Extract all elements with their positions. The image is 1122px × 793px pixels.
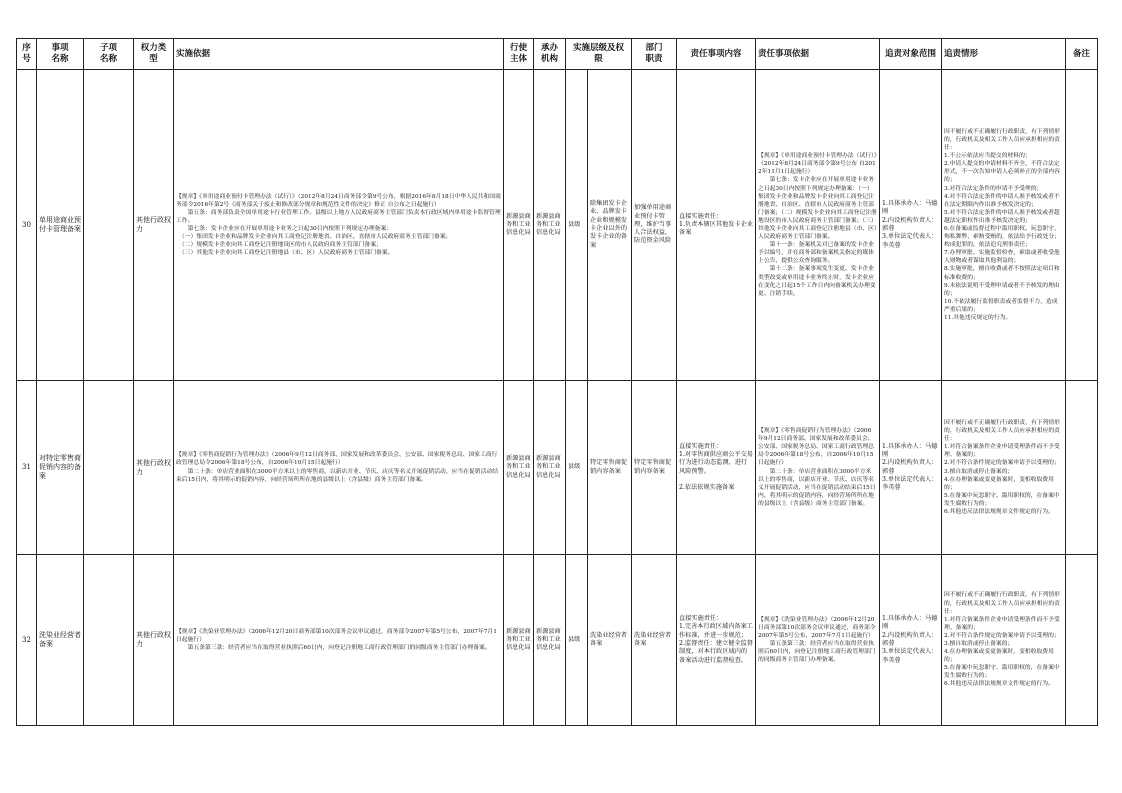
row-circumstance: 因不履行或不正确履行行政职责，有下列情形的，行政机关及相关工作人员应承担相应的责任： 1.对符合备案条件企业申请受理条件而不予受理、备案的； 2.对不符合条件规定的备案申请予以受理的； 3.擅自取消或停止备案的； 4.在办理备案或变更备案时，变相收取费用的； 5.在备案中玩忽职守、滥用职权的，在备案中发生腐败行为的； 6.其他违反法律法规规章文件规定的行为。 [942, 381, 1066, 555]
row-circumstance: 因不履行或不正确履行行政职责，有下列情形的，行政机关及相关工作人员应承担相应的责任： 1.对符合备案条件企业申请受理条件而不予受理、备案的； 2.对不符合条件规定的备案申请予以受理的； 3.擅自取消或停止备案的； 4.在办理备案或变更备案时，变相收取费用的； 5.在备案中玩忽职守、滥用职权的，在备案中发生腐败行为的； 6.其他违反法律法规规章文件规定的行为。 [942, 555, 1066, 726]
header-resp-basis: 责任事项依据 [756, 39, 880, 70]
row-item-name: 对特定零售商促销内容的备案 [37, 381, 84, 555]
row-scope: 1.具体承办人：马德刚 2.内设机构负责人：郭蓉 3.单位法定代表人：李英蓉 [880, 70, 942, 381]
table-row [17, 70, 1098, 381]
header-basis: 实施依据 [174, 39, 504, 70]
table-row [17, 381, 1098, 555]
row-subject: 新源县商务和工业信息化局 [504, 70, 534, 381]
table-row [17, 555, 1098, 726]
row-agency: 新源县商务和工业信息化局 [534, 381, 566, 555]
row-subitem-name [84, 555, 134, 726]
header-note: 备注 [1066, 39, 1098, 70]
row-basis: 【规章】《零售商促销行为管理办法》（2006年9月12日商务部、国家发展和改革委员会、公安部、国家税务总局、国家工商行政管理总局令2006年第18号公布，自2006年10月15日起施行） 第二十条：单店营业面积在3000平方米以上的零售商，以新店开业、节庆、店庆等名义开展促销活动，应当在促销活动结束后15日内，将其明示的促销内容，向经营场所所在地的县级以上（含县级）商务主管部门备案。 [174, 381, 504, 555]
header-power-type: 权力类 型 [134, 39, 174, 70]
row-dept-duty: 特定零售商促销内容备案 [632, 381, 677, 555]
row-power-type: 其他行政权力 [134, 381, 174, 555]
header-seq: 序 号 [17, 39, 37, 70]
row-level-detail: 特定零售商促销内容备案 [588, 381, 632, 555]
row-item-name: 单用途商业预付卡管理备案 [37, 70, 84, 381]
row-power-type: 其他行政权力 [134, 70, 174, 381]
row-resp-content: 直接实施责任： 1.对零售商供应商公平交易行为进行动态监测，进行风险预警。 2.依法依规实施备案 [677, 381, 756, 555]
header-circumstance: 追责情形 [942, 39, 1066, 70]
row-level: 县级 [566, 555, 588, 726]
header-subitem-name: 子项 名称 [84, 39, 134, 70]
row-level-detail: 除集团发卡企业、品牌发卡企业和规模发卡企业以外的发卡企业的备案 [588, 70, 632, 381]
row-seq: 30 [17, 70, 37, 381]
row-scope: 1.具体承办人：马德刚 2.内设机构负责人：郭蓉 3.单位法定代表人：李英蓉 [880, 555, 942, 726]
header-resp-content: 责任事项内容 [677, 39, 756, 70]
row-resp-basis: 【规章】《单用途商业预付卡管理办法（试行）》（2012年8月24日商务部令第9号公布 自2012年11月1日起施行） 第七条：发卡企业应在开展单用途卡业务之日起30日内按照下列规定办理备案：（一）集团发卡企业和品牌发卡企业向其工商登记注册地省、自治区、直辖市人民政府商务主管部门备案；（二）规模发卡企业向其工商登记注册地设区的市人民政府商务主管部门备案；（三）其他发卡企业向其工商登记注册地县（市、区）人民政府商务主管部门备案。 第十一条：备案机关对已备案的发卡企业予以编号，并在商务部和备案机关指定的媒体上公告，提供公众查询服务。 第十二条：备案事项发生变更、发卡企业类型改变或单用途卡业务终止时，发卡企业应在变化之日起15个工作日内向备案机关办理变更、注销手续。 [756, 70, 880, 381]
row-resp-basis: 【规章】《洗染业管理办法》（2006年12月20日商务部第10次部务会议审议通过，商务部令2007年第5号公布，2007年7月1日起施行） 第五条第三款：经营者应当在取得营业执照后60日内，向登记注册地工商行政管理部门的同级商务主管部门办理备案。 [756, 555, 880, 726]
row-level: 县级 [566, 381, 588, 555]
header-scope: 追责对象范围 [880, 39, 942, 70]
header-dept-duty: 部门 职责 [632, 39, 677, 70]
row-resp-basis: 【规章】《零售商促销行为管理办法》（2006年9月12日商务部、国家发展和改革委员会、公安部、国家税务总局、国家工商行政管理总局令2006年第18号公布，自2006年10月15日起施行） 第二十条：单店营业面积在3000平方米以上的零售商，以新店开业、节庆、店庆等名义开展促销活动，应当在促销活动结束后15日内，将其明示的促销内容，向经营场所所在地的县级以上（含县级）商务主管部门备案。 [756, 381, 880, 555]
row-dept-duty: 加强单用途商业预付卡管理，维护当事人合法权益，防范资金风险 [632, 70, 677, 381]
row-scope: 1.具体承办人：马德刚 2.内设机构负责人：郭蓉 3.单位法定代表人：李英蓉 [880, 381, 942, 555]
row-power-type: 其他行政权力 [134, 555, 174, 726]
row-agency: 新源县商务和工业信息化局 [534, 555, 566, 726]
row-dept-duty: 洗染业经营者备案 [632, 555, 677, 726]
row-resp-content: 直接实施责任： 1.完善本行政区域内备案工作标准，并进一步规范； 2.监督责任：建立健全监督制度，对本行政区域内的备案活动进行监督检查。 [677, 555, 756, 726]
row-subitem-name [84, 381, 134, 555]
row-basis: 【规章】《洗染业管理办法》（2006年12月20日商务部第10次部务会议审议通过，商务部令2007年第5号公布，2007年7月1日起施行） 第五条第三款：经营者应当在取得营业执照后60日内，向登记注册地工商行政管理部门的同级商务主管部门办理备案。 [174, 555, 504, 726]
row-basis: 【规章】《单用途商业预付卡管理办法（试行）》（2012年8月24日商务部令第9号公布，根据2016年8月18日中华人民共和国商务部令2016年第2号《商务部关于废止和修改部分规章和规范性文件的决定》修正 自公布之日起施行） 第五条：商务部负责全国单用途卡行业管理工作。县级以上地方人民政府商务主管部门负责本行政区域内单用途卡监督管理工作。 第七条：发卡企业应在开展单用途卡业务之日起30日内按照下列规定办理备案： （一）集团发卡企业和品牌发卡企业向其工商登记注册地省、自治区、直辖市人民政府商务主管部门备案； （二）规模发卡企业向其工商登记注册地设区的市人民政府商务主管部门备案； （三）其他发卡企业向其工商登记注册地县（市、区）人民政府商务主管部门备案。 [174, 70, 504, 381]
row-item-name: 洗染业经营者备案 [37, 555, 84, 726]
header-subject: 行使 主体 [504, 39, 534, 70]
row-subitem-name [84, 70, 134, 381]
row-level: 县级 [566, 70, 588, 381]
row-agency: 新源县商务和工业信息化局 [534, 70, 566, 381]
row-resp-content: 直接实施责任： 1.负责本辖区其他发卡企业备案 [677, 70, 756, 381]
row-subject: 新源县商务和工业信息化局 [504, 381, 534, 555]
row-note [1066, 555, 1098, 726]
row-seq: 32 [17, 555, 37, 726]
header-row [17, 39, 1098, 70]
header-level: 实施层级及权 限 [566, 39, 632, 70]
row-note [1066, 381, 1098, 555]
row-seq: 31 [17, 381, 37, 555]
header-agency: 承办 机构 [534, 39, 566, 70]
row-level-detail: 洗染业经营者备案 [588, 555, 632, 726]
row-subject: 新源县商务和工业信息化局 [504, 555, 534, 726]
powers-responsibility-table [16, 38, 1098, 726]
row-circumstance: 因不履行或不正确履行行政职责，有下列情形的，行政机关及相关工作人员应承担相应的责任： 1.不公示依法应当提交的材料的； 2.申请人提交的申请材料不齐全、不符合法定形式，不一次告知申请人必须补正的全部内容的； 3.对符合法定条件的申请不予受理的； 4.对不符合法定条件的申请人准予核发或者不在法定期限内作出准予核发决定的； 5.对不符合法定条件的申请人准予核发或者超越法定职权作出准予核发决定的； 6.在备案或监督过程中滥用职权、玩忽职守、徇私舞弊、索贿受贿的，依法给予行政处分；构成犯罪的，依法追究刑事责任； 7.办理审批、实施监督检查，索取或者收受他人财物或者谋取其他利益的； 8.实施审批，擅自收费或者不按照法定项目和标准收费的； 9.未依法说明不受理申请或者不予核发的理由的； 10.不依法履行监督职责或者监督不力，造成严重后果的； 11.其他违反规定的行为。 [942, 70, 1066, 381]
row-note [1066, 70, 1098, 381]
header-item-name: 事项 名称 [37, 39, 84, 70]
